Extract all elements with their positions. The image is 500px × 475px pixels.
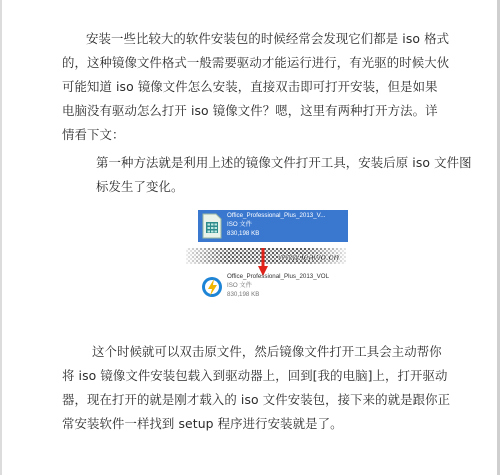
file-size-after: 830,198 KB	[227, 291, 260, 298]
intro-paragraph: 安装一些比较大的软件安装包的时候经常会发现它们都是 iso 格式的，这种镜像文件格式一般需要驱动才能运行进行，有光驱的时候大伙可能知道 iso 镜像文件怎么安装，直接双击即可打开安装，但是如果电脑没有驱动怎么打开 iso 镜像文件？嗯，这里有两种打开方法。详情看下文：	[62, 31, 450, 142]
daemon-tools-lightning-icon	[201, 274, 223, 300]
file-type-after: ISO 文件	[227, 282, 252, 289]
file-type-before: ISO 文件	[227, 221, 252, 228]
iso-file-before	[198, 210, 348, 242]
iso-file-after	[198, 271, 348, 303]
iso-icon-change-figure	[186, 210, 346, 306]
method-one-result-paragraph: 这个时候就可以双击原文件，然后镜像文件打开工具会主动帮你将 iso 镜像文件安装包载入到驱动器上，回到[我的电脑]上，打开驱动器，现在打开的就是刚才载入的 iso 文件安装包，接下来的就是跟你正常安装软件一样找到 setup 程序进行安装就是了。	[62, 344, 451, 431]
watermark-text: www.leawo.cn	[278, 252, 340, 262]
page-left-border	[0, 0, 2, 475]
iso-file-icon	[201, 213, 223, 239]
file-size-before: 830,198 KB	[227, 230, 260, 237]
file-name-after: Office_Professional_Plus_2013_VOL	[227, 273, 330, 280]
file-name-before: Office_Professional_Plus_2013_V...	[227, 212, 326, 219]
method-one-paragraph: 第一种方法就是利用上述的镜像文件打开工具，安装后原 iso 文件图标发生了变化。	[96, 155, 472, 194]
